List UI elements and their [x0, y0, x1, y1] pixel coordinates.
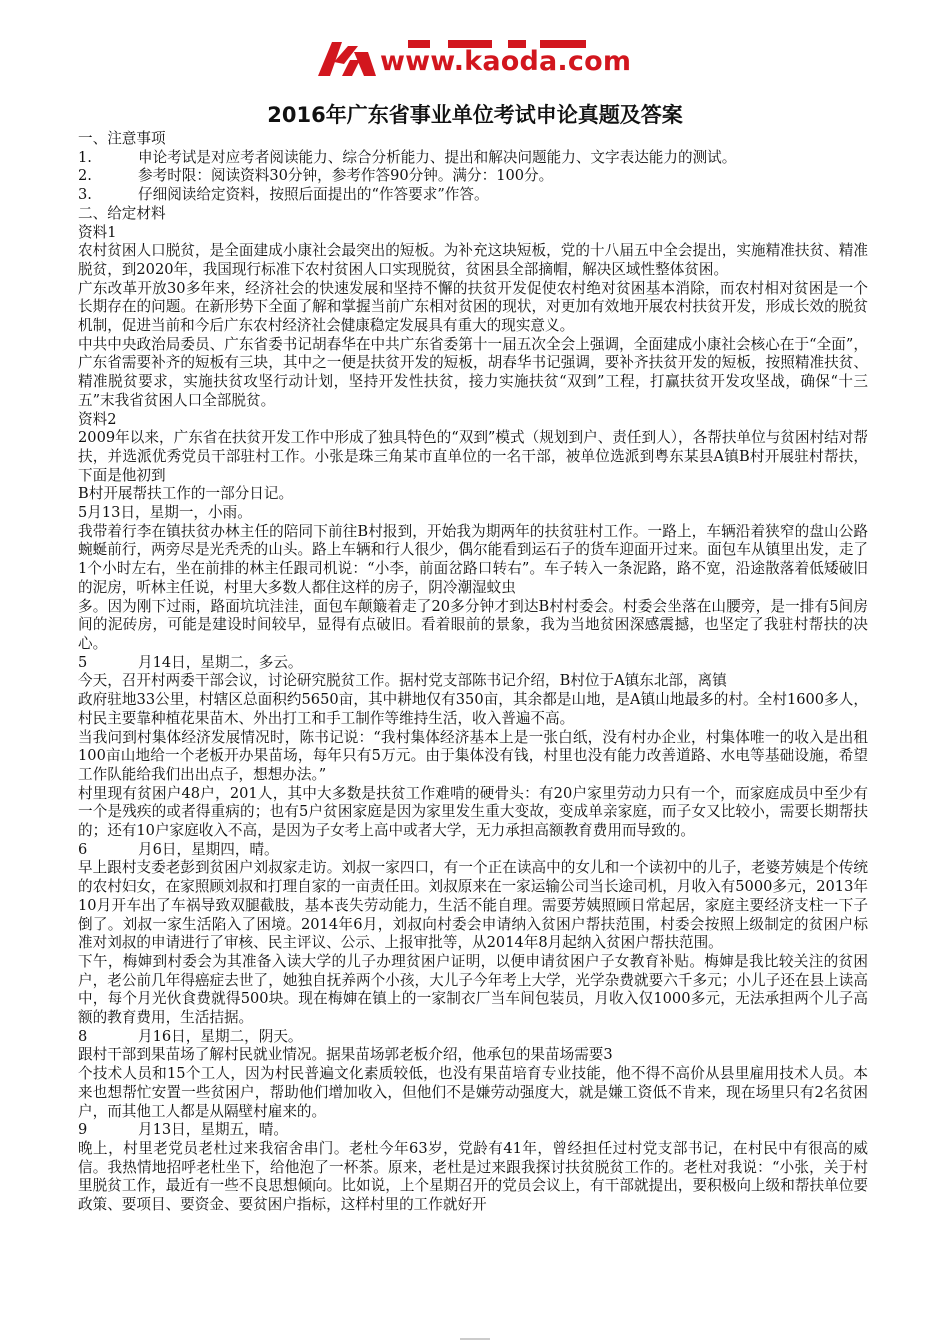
paragraph-text: 资料2	[78, 410, 117, 428]
page-footer-mark	[460, 1338, 490, 1340]
paragraph-text: 一、注意事项	[78, 130, 166, 147]
paragraph-number: 6	[78, 840, 88, 858]
paragraph-text: 2009年以来，广东省在扶贫开发工作中形成了独具特色的“双到”模式（规划到户、责任到人），各帮扶单位与贫困村结对帮扶，并选派优秀党员干部驻村工作。小张是珠三角某市直单位的一名干部，被单位选派到粤东某县A镇B村开展驻村帮扶，下面是他初到	[78, 429, 868, 484]
paragraph	[78, 729, 868, 785]
paragraph-number: 8	[78, 1027, 88, 1045]
paragraph	[78, 598, 868, 654]
paragraph-text: 晚上，村里老党员老杜过来我宿舍串门。老杜今年63岁，党龄有41年，曾经担任过村党支部书记，在村民中有很高的威信。我热情地招呼老杜坐下，给他泡了一杯茶。原来，老杜是过来跟我探讨扶贫脱贫工作的。老杜对我说：“小张，关于村里脱贫工作，最近有一些不良思想倾向。比如说，上个星期召开的党员会议上，有干部就提出，要积极向上级和帮扶单位要政策、要项目、要资金、要贫困户指标，这样村里的工作就好开	[78, 1139, 868, 1214]
paragraph	[78, 429, 868, 485]
paragraph-text: B村开展帮扶工作的一部分日记。	[78, 485, 294, 503]
paragraph-text: 参考时限：阅读资料30分钟，参考作答90分钟。满分：100分。	[138, 167, 554, 185]
paragraph	[78, 205, 868, 224]
paragraph-text: 跟村干部到果苗场了解村民就业情况。据果苗场郭老板介绍，他承包的果苗场需要3	[78, 1046, 613, 1064]
paragraph-text: 申论考试是对应考者阅读能力、综合分析能力、提出和解决问题能力、文字表达能力的测试。	[138, 148, 737, 166]
paragraph	[78, 785, 868, 841]
paragraph	[78, 336, 868, 411]
paragraph	[78, 841, 868, 860]
paragraph	[78, 167, 868, 186]
paragraph-number: 5	[78, 653, 88, 671]
paragraph-text: 资料1	[78, 223, 117, 241]
paragraph	[78, 1140, 868, 1215]
paragraph	[78, 280, 868, 336]
paragraph-number: 9	[78, 1121, 88, 1139]
paragraph	[78, 1065, 868, 1121]
paragraph	[78, 654, 868, 673]
paragraph	[78, 504, 868, 523]
paragraph-number: 3.	[78, 186, 92, 204]
paragraph	[78, 859, 868, 953]
paragraph	[78, 485, 868, 504]
paragraph-text: 政府驻地33公里，村辖区总面积约5650亩，其中耕地仅有350亩，其余都是山地，是A镇山地最多的村。全村1600多人，村民主要靠种植花果苗木、外出打工和手工制作等维持生活，收入普遍不高。	[78, 691, 868, 727]
paragraph	[78, 186, 868, 205]
paragraph	[78, 149, 868, 168]
paragraph-text: 中共中央政治局委员、广东省委书记胡春华在中共广东省委第十一届五次全会上强调，全面建成小康社会核心在于“全面”，广东省需要补齐的短板有三块，其中之一便是扶贫开发的短板，胡春华书记强调，要补齐扶贫开发的短板，按照精准扶贫、精准脱贫要求，实施扶贫攻坚行动计划，坚持开发性扶贫，接力实施扶贫“双到”工程，打赢扶贫开发攻坚战，确保“十三五”末我省贫困人口全部脱贫。	[78, 335, 868, 409]
paragraph	[78, 1028, 868, 1047]
logo-mark-icon	[318, 42, 376, 76]
paragraph-text: 当我问到村集体经济发展情况时，陈书记说：“我村集体经济基本上是一张白纸，没有村办企业，村集体唯一的收入是出租100亩山地给一个老板开办果苗场，每年只有5万元。由于集体没有钱，村里也没有能力改善道路、水电等基础设施，希望工作队能给我们出出点子，想想办法。”	[78, 728, 868, 783]
paragraph-number: 2.	[78, 167, 92, 185]
paragraph-text: 农村贫困人口脱贫，是全面建成小康社会最突出的短板。为补充这块短板，党的十八届五中全会提出，实施精准扶贫、精准脱贫，到2020年，我国现行标准下农村贫困人口实现脱贫，贫困县全部摘帽，解决区域性整体贫困。	[78, 242, 868, 278]
paragraph	[78, 1121, 868, 1140]
paragraph-text: 月13日，星期五，晴。	[138, 1121, 288, 1139]
document-title: 2016年广东省事业单位考试申论真题及答案	[267, 103, 683, 127]
paragraph-number: 1.	[78, 148, 92, 166]
paragraph-text: 5月13日，星期一，小雨。	[78, 504, 252, 522]
paragraph	[78, 691, 868, 728]
paragraph	[78, 953, 868, 1028]
paragraph	[78, 242, 868, 279]
paragraph-text: 村里现有贫困户48户，201人，其中大多数是扶贫工作难啃的硬骨头：有20户家里劳动力只有一个，而家庭成员中至少有一个是残疾的或者得重病的；也有5户贫困家庭是因为家里发生重大变故，变成单亲家庭，而子女又比较小，需要长期帮扶的；还有10户家庭收入不高，是因为子女考上高中或者大学，无力承担高额教育费用而导致的。	[78, 784, 868, 840]
paragraph-text: 月14日，星期二，多云。	[138, 653, 303, 671]
paragraph-text: 多。因为刚下过雨，路面坑坑洼洼，面包车颠簸着走了20多分钟才到达B村村委会。村委会坐落在山腰旁，是一排有5间房间的泥砖房，可能是建设时间较早，显得有点破旧。看着眼前的景象，我为当地贫困深感震撼，也坚定了我驻村帮扶的决心。	[78, 597, 868, 652]
paragraph-text: 早上跟村支委老彭到贫困户刘叔家走访。刘叔一家四口，有一个正在读高中的女儿和一个读初中的儿子，老婆芳姨是个传统的农村妇女，在家照顾刘叔和打理自家的一亩责任田。刘叔原来在一家运输公司当长途司机，月收入有5000多元，2013年10月开车出了车祸导致双腿截肢，基本丧失劳动能力，生活不能自理。需要芳姨照顾日常起居，家庭主要经济支柱一下子倒了。刘叔一家生活陷入了困境。2014年6月，刘叔向村委会申请纳入贫困户帮扶范围，村委会按照上级制定的贫困户标准对刘叔的申请进行了审核、民主评议、公示、上报审批等，从2014年8月起纳入贫困户帮扶范围。	[78, 859, 868, 952]
paragraph-text: 个技术人员和15个工人，因为村民普遍文化素质较低，也没有果苗培育专业技能，他不得不高价从县里雇用技术人员。本来也想帮忙安置一些贫困户，帮助他们增加收入，但他们不是嫌劳动强度大，就是嫌工资低不肯来，现在场里只有2名贫困户，而其他工人都是从隔壁村雇来的。	[78, 1065, 868, 1120]
paragraph	[78, 411, 868, 430]
paragraph	[78, 224, 868, 243]
kaoda-logo	[318, 40, 638, 80]
paragraph-text: 二、给定材料	[78, 204, 166, 222]
logo-site-text[interactable]: www.kaoda.com	[380, 46, 632, 77]
document-body	[78, 130, 868, 1215]
paragraph-text: 广东改革开放30多年来，经济社会的快速发展和坚持不懈的扶贫开发促使农村绝对贫困基本消除，而农村相对贫困是一个长期存在的问题。在新形势下全面了解和掌握当前广东相对贫困的现状，对更加有效地开展农村扶贫开发，形成长效的脱贫机制，促进当前和今后广东农村经济社会健康稳定发展具有重大的现实意义。	[78, 279, 868, 335]
paragraph-text: 今天，召开村两委干部会议，讨论研究脱贫工作。据村党支部陈书记介绍，B村位于A镇东北部，离镇	[78, 672, 727, 690]
paragraph-text: 我带着行李在镇扶贫办林主任的陪同下前往B村报到，开始我为期两年的扶贫驻村工作。一路上，车辆沿着狭窄的盘山公路蜿蜒前行，两旁尽是光秃秃的山头。路上车辆和行人很少，偶尔能看到运石子的货车迎面开过来。面包车从镇里出发，走了1个小时左右，坐在前排的林主任跟司机说：“小李，前面岔路口转右”。车子转入一条泥路，路不宽，沿途散落着低矮破旧的泥房，听林主任说，村里大多数人都住这样的房子，阴冷潮湿蚊虫	[78, 522, 868, 596]
paragraph	[78, 672, 868, 691]
paragraph	[78, 1046, 868, 1065]
paragraph-text: 月16日，星期二，阴天。	[138, 1027, 303, 1045]
paragraph	[78, 130, 868, 149]
paragraph-text: 月6日，星期四，晴。	[138, 840, 279, 858]
paragraph-text: 下午，梅婶到村委会为其准备入读大学的儿子办理贫困户证明，以便申请贫困户子女教育补贴。梅婶是我比较关注的贫困户，老公前几年得癌症去世了，她独自抚养两个小孩，大儿子今年考上大学，光学杂费就要六千多元；小儿子还在县上读高中，每个月光伙食费就得500块。现在梅婶在镇上的一家制衣厂当车间包装员，月收入仅1000多元，无法承担两个儿子高额的教育费用，生活拮据。	[78, 952, 868, 1027]
paragraph-text: 仔细阅读给定资料，按照后面提出的“作答要求”作答。	[138, 186, 489, 204]
paragraph	[78, 523, 868, 598]
